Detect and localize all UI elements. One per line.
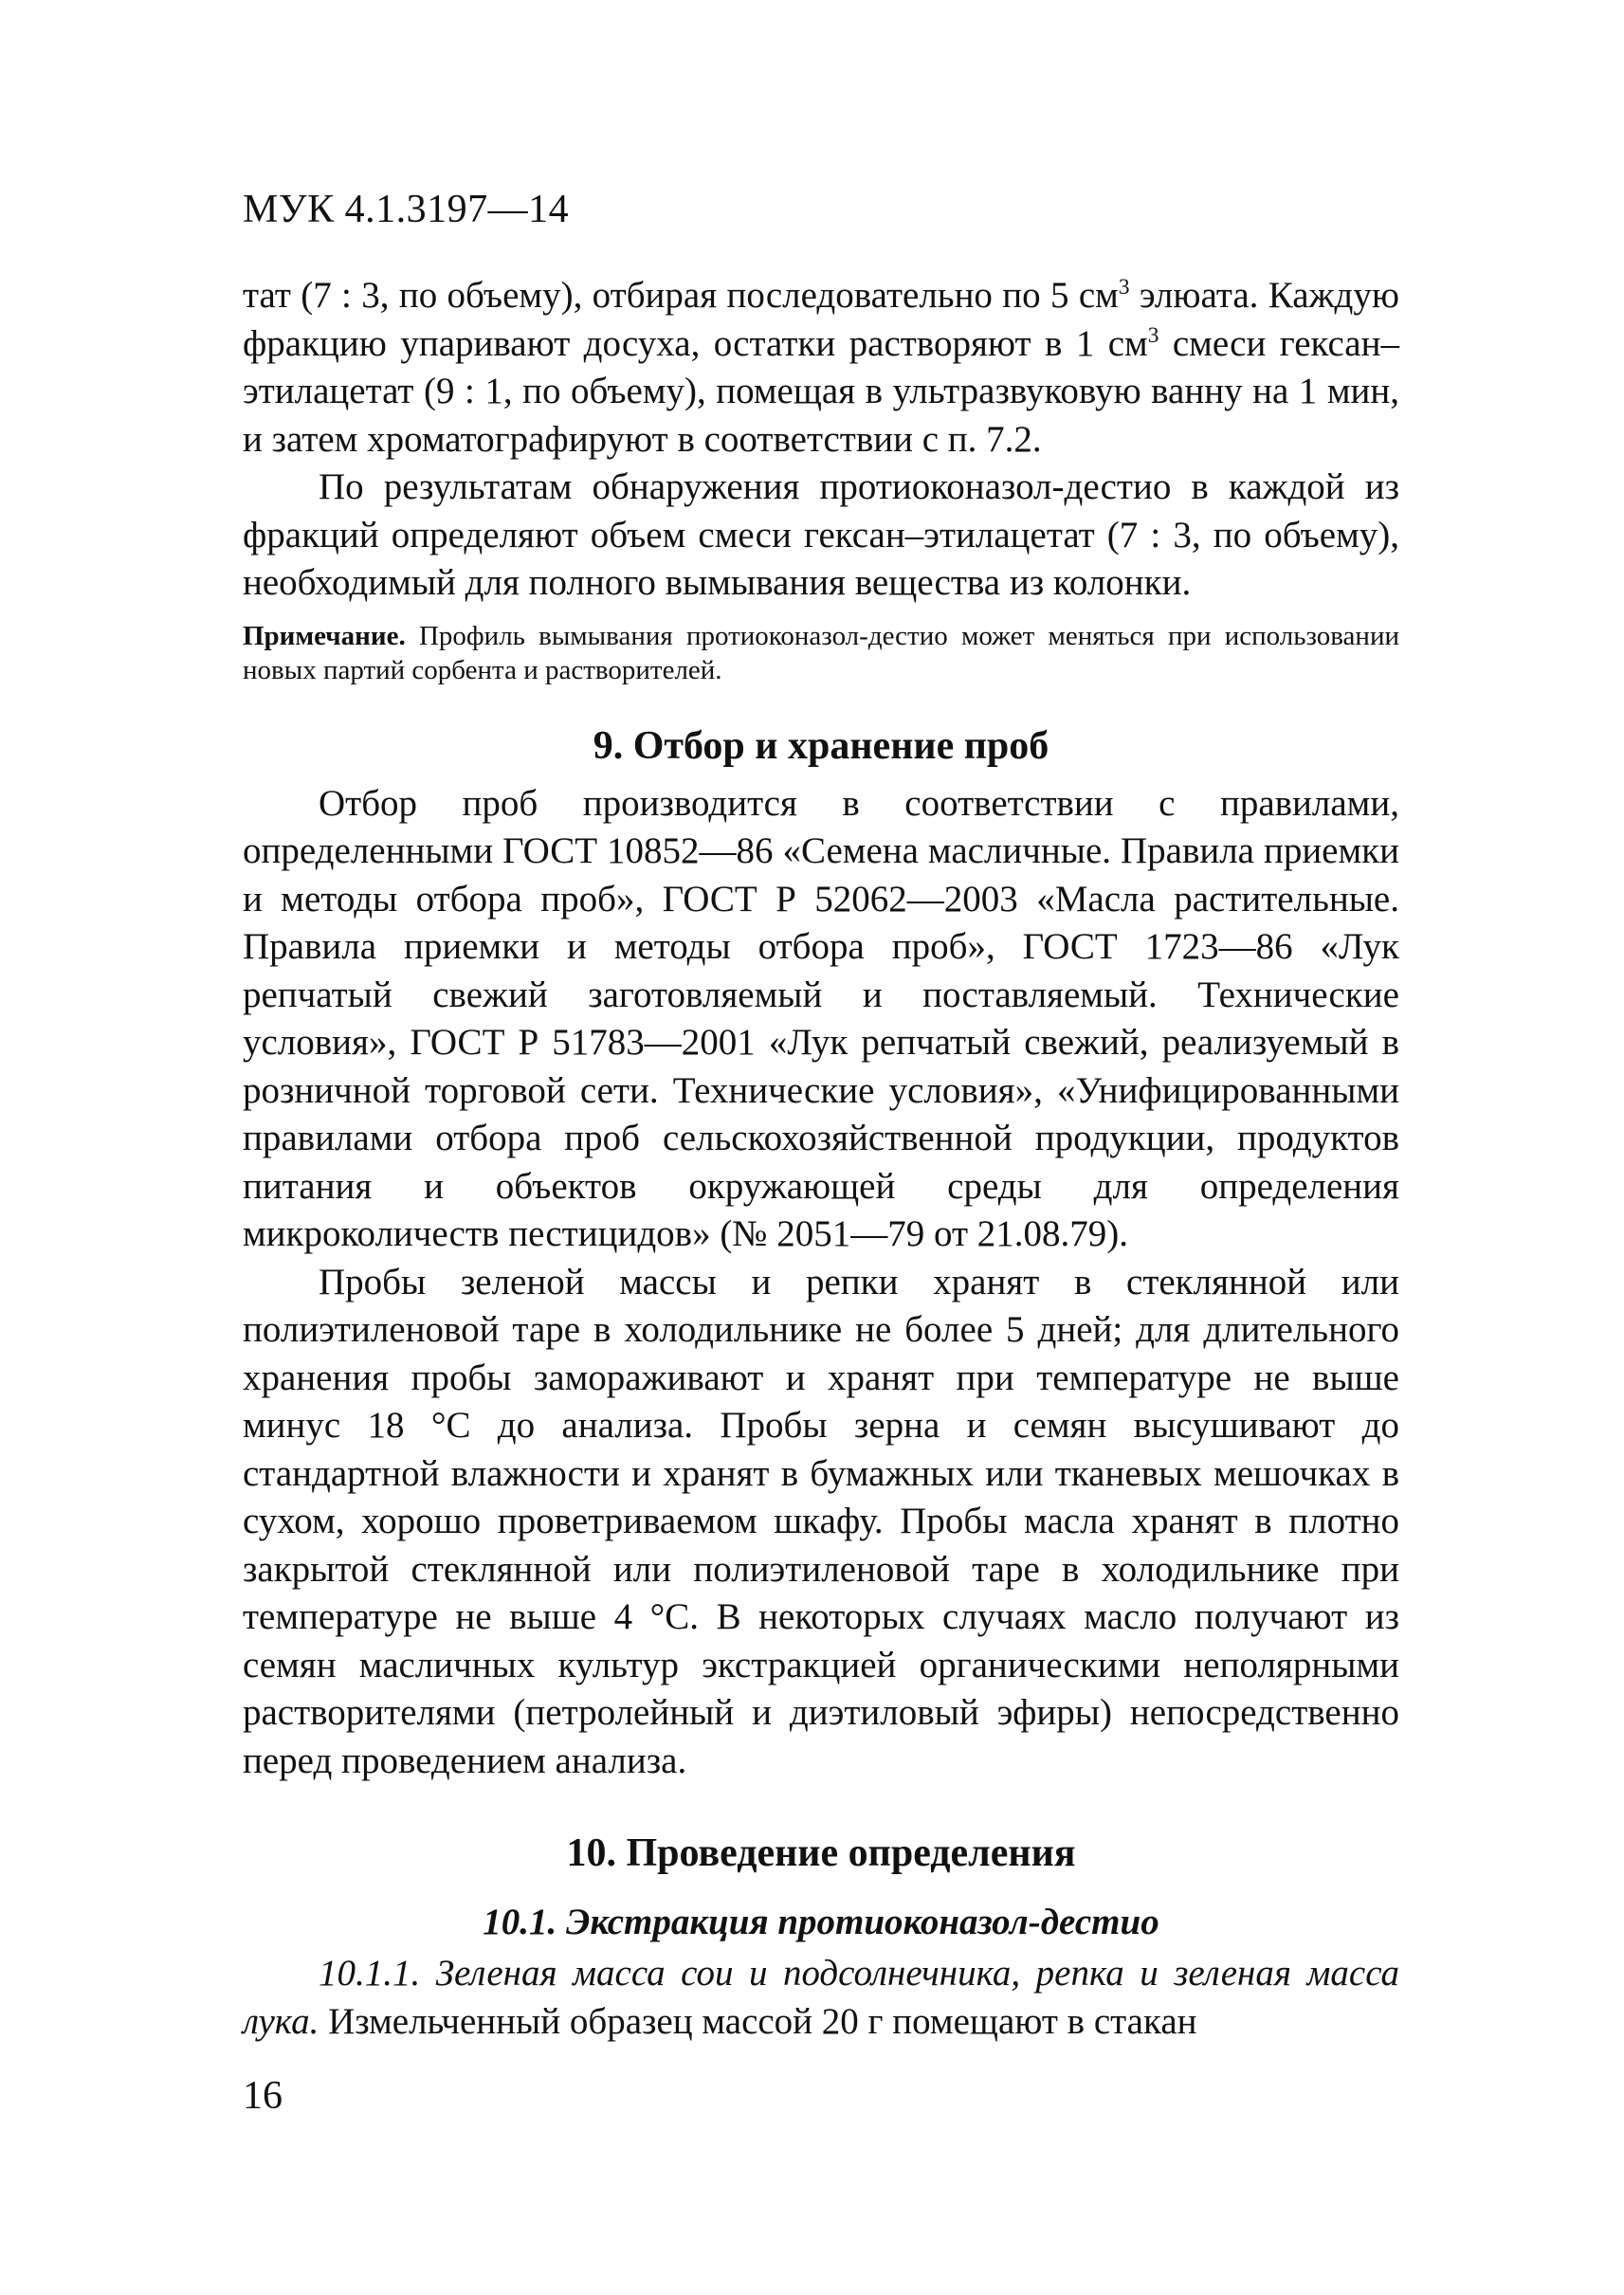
section-10-title: 10. Проведение определения — [566, 1831, 1076, 1875]
unit-superscript-a: 3 — [1118, 275, 1130, 300]
document-page — [243, 185, 1399, 2046]
note-text: Профиль вымывания протиоконазол-дестио может меняться при использовании новых партий сорбента и растворителей. — [243, 620, 1399, 685]
item-10-1-1-text: Измельченный образец массой 20 г помещают в стакан — [319, 2000, 1197, 2042]
page-number: 16 — [243, 2074, 283, 2118]
section-9-title: 9. Отбор и хранение проб — [593, 723, 1049, 768]
note-label: Примечание. — [243, 620, 406, 651]
continuation-paragraph — [243, 272, 1399, 464]
note — [243, 619, 1399, 687]
unit-superscript-b: 3 — [1147, 322, 1159, 348]
continuation-text-c: смеси гексан–этилацетат (9 : 1, по объему), помещая в ультразвуковую ванну на 1 мин, и затем хроматографируют в соответствии с п. 7.2. — [243, 322, 1399, 460]
item-10-1-1-label: 10.1.1. Зеленая масса сои и подсолнечника, репка и зеленая масса лука. — [243, 1953, 1399, 2042]
item-10-1-1-paragraph — [243, 1950, 1399, 2046]
results-paragraph: По результатам обнаружения протиоконазол-дестио в каждой из фракций определяют объем смеси гексан–этилацетат (7 : 3, по объему), необходимый для полного вымывания вещества из колонки. — [243, 466, 1399, 603]
section-9-paragraph-1: Отбор проб производится в соответствии с правилами, определенными ГОСТ 10852—86 «Семена масличные. Правила приемки и методы отбора проб», ГОСТ Р 52062—2003 «Масла растительные. Правила приемки и методы отбора проб», ГОСТ 1723—86 «Лук репчатый свежий заготовляемый и поставляемый. Технические условия», ГОСТ Р 51783—2001 «Лук репчатый свежий, реализуемый в розничной торговой сети. Технические условия», «Унифицированными правилами отбора проб сельскохозяйственной продукции, продуктов питания и объектов окружающей среды для определения микроколичеств пестицидов» (№ 2051—79 от 21.08.79). — [243, 782, 1399, 1254]
subsection-10-1-title: 10.1. Экстракция протиоконазол-дестио — [483, 1902, 1159, 1942]
continuation-text-a: тат (7 : 3, по объему), отбирая последовательно по 5 см — [243, 275, 1119, 316]
section-9-paragraph-2: Пробы зеленой массы и репки хранят в стеклянной или полиэтиленовой таре в холодильнике не более 5 дней; для длительного хранения пробы замораживают и хранят при температуре не выше минус 18 °С до анализа. Пробы зерна и семян высушивают до стандартной влажности и хранят в бумажных или тканевых мешочках в сухом, хорошо проветриваемом шкафу. Пробы масла хранят в плотно закрытой стеклянной или полиэтиленовой таре в холодильнике при температуре не выше 4 °С. В некоторых случаях масло получают из семян масличных культур экстракцией органическими неполярными растворителями (петролейный и диэтиловый эфиры) непосредственно перед проведением анализа. — [243, 1261, 1399, 1781]
continuation-text-b: элюата. Каждую фракцию упаривают досуха, остатки растворяют в 1 см — [243, 275, 1399, 364]
running-title: МУК 4.1.3197—14 — [243, 188, 570, 231]
